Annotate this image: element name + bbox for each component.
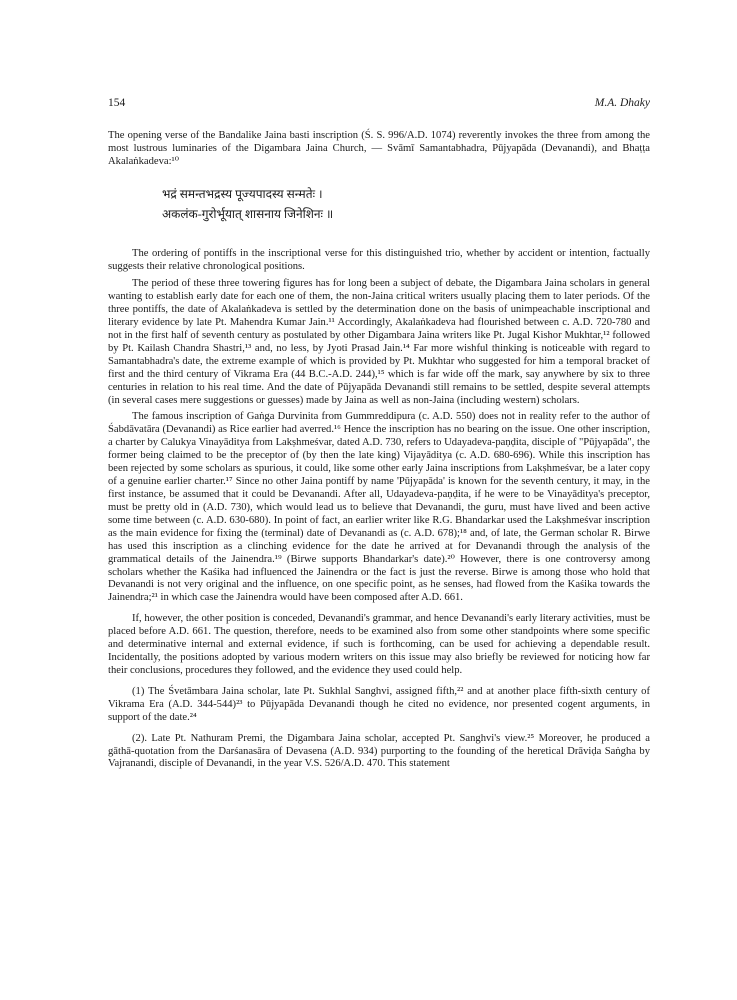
sanskrit-verse	[162, 185, 650, 225]
paragraph-period: The period of these three towering figures has for long been a subject of debate, the Digambara Jaina scholars in general wanting to establish early date for each one of them, the non-Jaina critical writers usually placing them to later periods. Of the three pontiffs, the date of Akalaṅkadeva is settled by the determination done on the basis of unimpeachable inscriptional and literary evidence by late Pt. Mahendra Kumar Jain.¹¹ Accordingly, Akalaṅkadeva had flourished between c. A.D. 720-780 and not in the first half of seventh century as postulated by other Digambara Jaina writers like Pt. Jugal Kishor Mukhtar,¹² followed by Pt. Kailash Chandra Shastri,¹³ and, no less, by Jyoti Prasad Jain.¹⁴ Far more wishful thinking is noticeable with regard to Samantabhadra's date, the extreme example of which is provided by Pt. Mukhtar who suggested for him a temporal bracket of first and the third century of Vikrama Era (44 B.C.-A.D. 244),¹⁵ which is far wide off the mark, say anywhere by six to three centuries in relation to his real time. And the date of Pūjyapāda Devanandi still remains to be settled, despite several attempts (in several cases mere suggestions or guesses) made by Jaina as well as non-Jaina (including western) scholars.	[108, 278, 650, 406]
paragraph-ordering: The ordering of pontiffs in the inscriptional verse for this distinguished trio, whether by accident or intention, factually suggests their relative chronological positions.	[108, 248, 650, 273]
paragraph-position: If, however, the other position is conceded, Devanandi's grammar, and hence Devanandi's early literary activities, must be placed before A.D. 661. The question, therefore, needs to be examined also from some other standpoints where some specific and determinative internal and external evidence, if such is forthcoming, can be used for achieving a dependable result. Incidentally, the positions adopted by various modern writers on this issue may also briefly be reviewed for noticing how far their conclusions, procedures they followed, and the evidence they used could help.	[108, 613, 650, 676]
page-header	[108, 96, 650, 110]
page-number: 154	[108, 97, 126, 109]
opening-paragraph: The opening verse of the Bandalike Jaina basti inscription (Ś. S. 996/A.D. 1074) reverently invokes the three from among the most lustrous luminaries of the Digambara Jaina Church, — Svāmī Samantabhadra, Pūjyapāda (Devanandi), and Bhaṭṭa Akalaṅkadeva:¹⁰	[108, 130, 650, 167]
paragraph-point-1: (1) The Śvetāmbara Jaina scholar, late Pt. Sukhlal Sanghvi, assigned fifth,²² and at another place fifth-sixth century of Vikrama Era (A.D. 344-544)²³ to Pūjyapāda Devanandi though he cited no evidence, nor presented cogent arguments, in support of the date.²⁴	[108, 685, 650, 723]
document-page	[108, 96, 650, 771]
running-head: M.A. Dhaky	[594, 97, 650, 109]
verse-line-2: अकलंक-गुरोर्भूयात् शासनाय जिनेशिनः ॥	[162, 206, 334, 221]
paragraph-point-2: (2). Late Pt. Nathuram Premi, the Digambara Jaina scholar, accepted Pt. Sanghvi's view.²⁵ Moreover, he produced a gāthā-quotation from the Darśanasāra of Devasena (A.D. 934) purporting to the founding of the heretical Drāviḍa Saṅgha by Vajranandi, disciple of Devanandi, in the year V.S. 526/A.D. 470. This statement	[108, 732, 650, 770]
verse-line-1: भद्रं समन्तभद्रस्य पूज्यपादस्य सन्मतेः ।	[162, 186, 323, 201]
paragraph-inscriptions: The famous inscription of Gaṅga Durvinita from Gummreddipura (c. A.D. 550) does not in reality refer to the author of Śabdāvatāra (Devanandi) as Rice earlier had averred.¹⁶ Hence the inscription has no bearing on the issue. One other inscription, a charter by Calukya Vinayāditya from Lakṣhmeśvar, dated A.D. 730, refers to Udayadeva-paṇḍita, disciple of "Pūjyapāda", the former being claimed to be the preceptor of (by then the late king) Vijayāditya (c. A.D. 680-696). While this inscription has been rejected by some scholars as spurious, it could, like some other early Jaina inscriptions from Lakṣhmeśvar, be a later copy of a genuine earlier charter.¹⁷ Since no other Jaina pontiff by name 'Pūjyapāda' is known for the seventh century, it may, in the first instance, be assumed that it could be Devanandi. After all, Udayadeva-paṇḍita, if he were to be Vinayāditya's preceptor, must be pretty old in (A.D. 730), which would lead us to believe that Devanandi, the guru, must have lived and been active some time between (c. A.D. 630-680). In point of fact, an earlier writer like R.G. Bhandarkar used the Lakṣhmeśvar inscription as the main evidence for fixing the (terminal) date of Devanandi as (c. A.D. 678);¹⁸ and, of late, the German scholar R. Birwe has used this inscription as a clinching evidence for the date he arrived at for Devanandi through the analysis of the grammatical details of the Jainendra.¹⁹ (Birwe supports Bhandarkar's date).²⁰ However, there is one controversy among scholars whether the Kaśika had influenced the Jainendra or the fact is just the reverse. Birwe is among those who hold that Devanandi is not very original and the influence, on one specific point, as he senses, had flowed from the Kaśika towards the Jainendra;²¹ in which case the Jainendra would have been composed after A.D. 661.	[108, 411, 650, 604]
